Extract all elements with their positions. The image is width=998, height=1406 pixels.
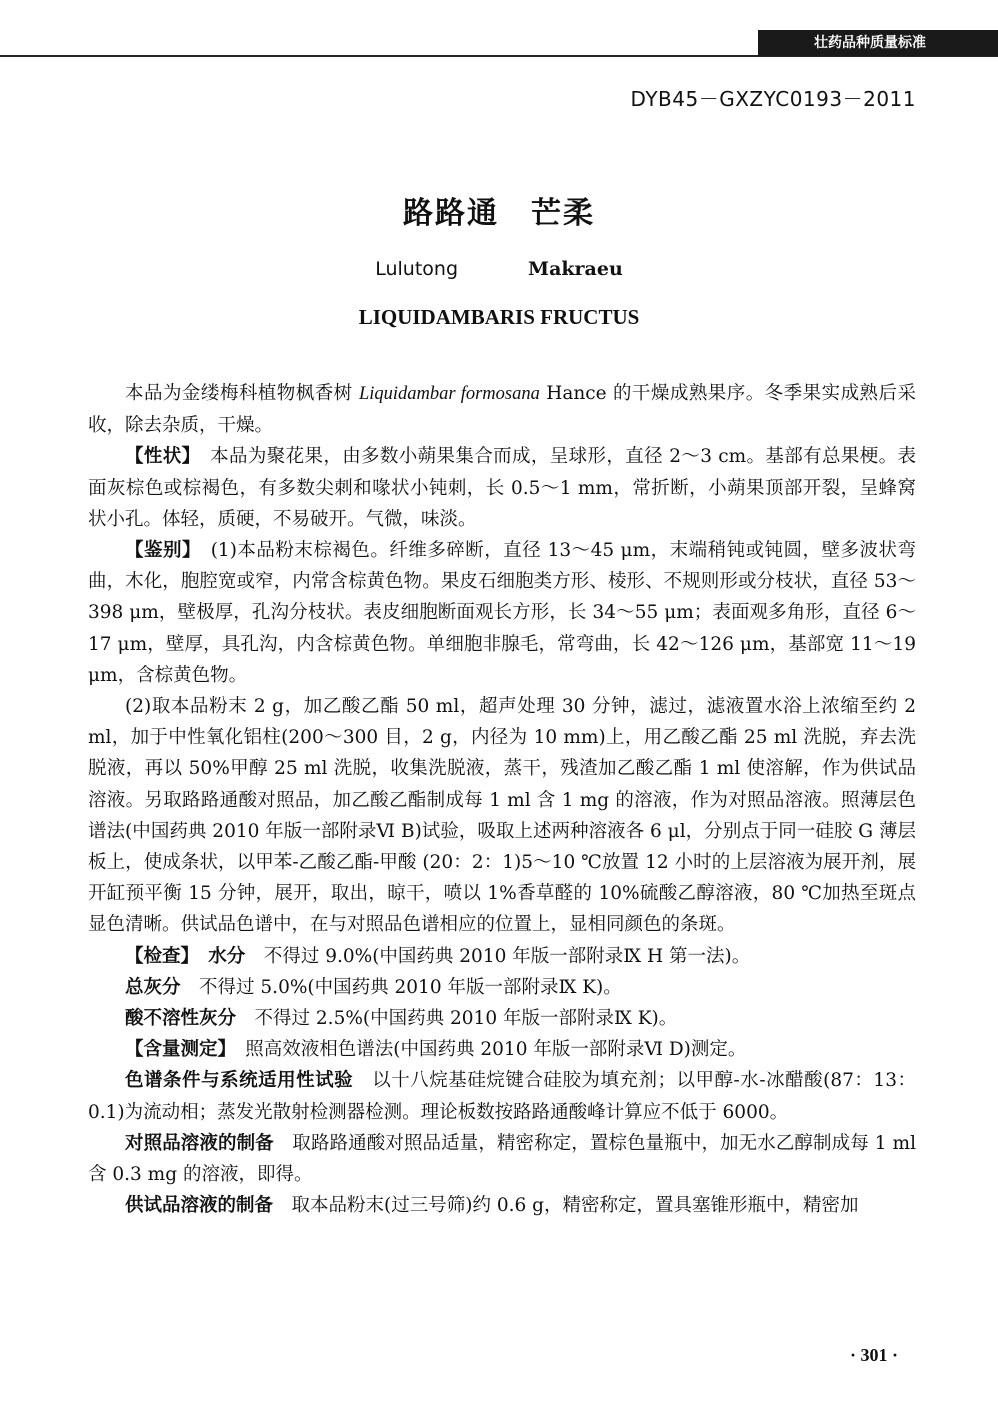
monograph-body [88,378,916,1221]
test-solution: 供试品溶液的制备 取本品粉末(过三号筛)约 0.6 g，精密称定，置具塞锥形瓶中，精密加 [125,1195,859,1217]
title-pinyin: Lulutong [375,258,459,280]
title-romanized [0,258,998,280]
standard-code: DYB45－GXZYC0193－2011 [630,87,916,111]
inspection-acid-insoluble-ash: 酸不溶性灰分 不得过 2.5%(中国药典 2010 年版一部附录Ⅸ K)。 [125,1008,678,1030]
inspection-moisture: 【检查】 水分 不得过 9.0%(中国药典 2010 年版一部附录Ⅸ H 第一法)。 [125,945,751,967]
description-paragraph: 【性状】 本品为聚花果，由多数小蒴果集合而成，呈球形，直径 2～3 cm。基部有总果梗。表面灰棕色或棕褐色，有多数尖刺和喙状小钝刺，长 0.5～1 mm，常折断，小蒴果顶部开裂，呈蜂窝状小孔。体轻，质硬，不易破开。气微，味淡。 [88,446,916,530]
identification-paragraph-2: (2)取本品粉末 2 g，加乙酸乙酯 50 ml，超声处理 30 分钟，滤过，滤液置水浴上浓缩至约 2 ml，加于中性氧化铝柱(200～300 目，2 g，内径为 10 mm)上，用乙酸乙酯 25 ml 洗脱，弃去洗脱液，再以 50%甲醇 25 ml 洗脱，收集洗脱液，蒸干，残渣加乙酸乙酯 1 ml 使溶解，作为供试品溶液。另取路路通酸对照品，加乙酸乙酯制成每 1 ml 含 1 mg 的溶液，作为对照品溶液。照薄层色谱法(中国药典 2010 年版一部附录Ⅵ B)试验，吸取上述两种溶液各 6 μl，分别点于同一硅胶 G 薄层板上，使成条状，以甲苯-乙酸乙酯-甲酸 (20：2：1)5～10 ℃放置 12 小时的上层溶液为展开剂，展开缸预平衡 15 分钟，展开，取出，晾干，喷以 1%香草醛的 10%硫酸乙醇溶液，80 ℃加热至斑点显色清晰。供试品色谱中，在与对照品色谱相应的位置上，显相同颜色的条斑。 [88,696,916,936]
assay-paragraph: 【含量测定】 照高效液相色谱法(中国药典 2010 年版一部附录Ⅵ D)测定。 [125,1039,747,1061]
intro-paragraph: 本品为金缕梅科植物枫香树 Liquidambar formosana Hance 的干燥成熟果序。冬季果实成熟后采收，除去杂质，干燥。 [88,383,916,437]
inspection-label: 【检查】 [125,945,190,967]
assay-label: 【含量测定】 [125,1039,227,1061]
running-header [0,0,998,64]
identification-paragraph-1: 【鉴别】 (1)本品粉末棕褐色。纤维多碎断，直径 13～45 μm，末端稍钝或钝圆，壁多波状弯曲，木化，胞腔宽或窄，内常含棕黄色物。果皮石细胞类方形、棱形、不规则形或分枝状，直径 53～398 μm，壁极厚，孔沟分枝状。表皮细胞断面观长方形，长 34～55 μm；表面观多角形，直径 6～17 μm，壁厚，具孔沟，内含棕黄色物。单细胞非腺毛，常弯曲，长 42～126 μm，基部宽 11～19 μm，含棕黄色物。 [88,540,916,686]
moisture-label: 水分 [208,945,246,967]
chromatographic-conditions-label: 色谱条件与系统适用性试验 [125,1070,354,1092]
total-ash-label: 总灰分 [125,976,181,998]
section-label: 壮药品种质量标准 [758,30,998,56]
title-latin: LIQUIDAMBARIS FRUCTUS [358,305,640,329]
chromatographic-conditions: 色谱条件与系统适用性试验 以十八烷基硅烷键合硅胶为填充剂；以甲醇-水-冰醋酸(87：13：0.1)为流动相；蒸发光散射检测器检测。理论板数按路路通酸峰计算应不低于 6000。 [88,1070,916,1123]
description-label: 【性状】 [125,446,192,468]
species-name: Liquidambar formosana [358,384,540,404]
page-number: · 301 · [849,1345,898,1365]
identification-label: 【鉴别】 [125,540,192,562]
acid-insoluble-ash-label: 酸不溶性灰分 [125,1008,237,1030]
test-solution-label: 供试品溶液的制备 [125,1195,274,1217]
reference-solution-label: 对照品溶液的制备 [125,1132,274,1154]
reference-solution: 对照品溶液的制备 取路路通酸对照品适量，精密称定，置棕色量瓶中，加无水乙醇制成每 1 ml 含 0.3 mg 的溶液，即得。 [88,1132,916,1186]
title-chinese: 路路通 芒柔 [403,196,595,231]
inspection-total-ash: 总灰分 不得过 5.0%(中国药典 2010 年版一部附录Ⅸ K)。 [125,976,622,998]
title-zhuang-name: Makraeu [528,258,623,280]
